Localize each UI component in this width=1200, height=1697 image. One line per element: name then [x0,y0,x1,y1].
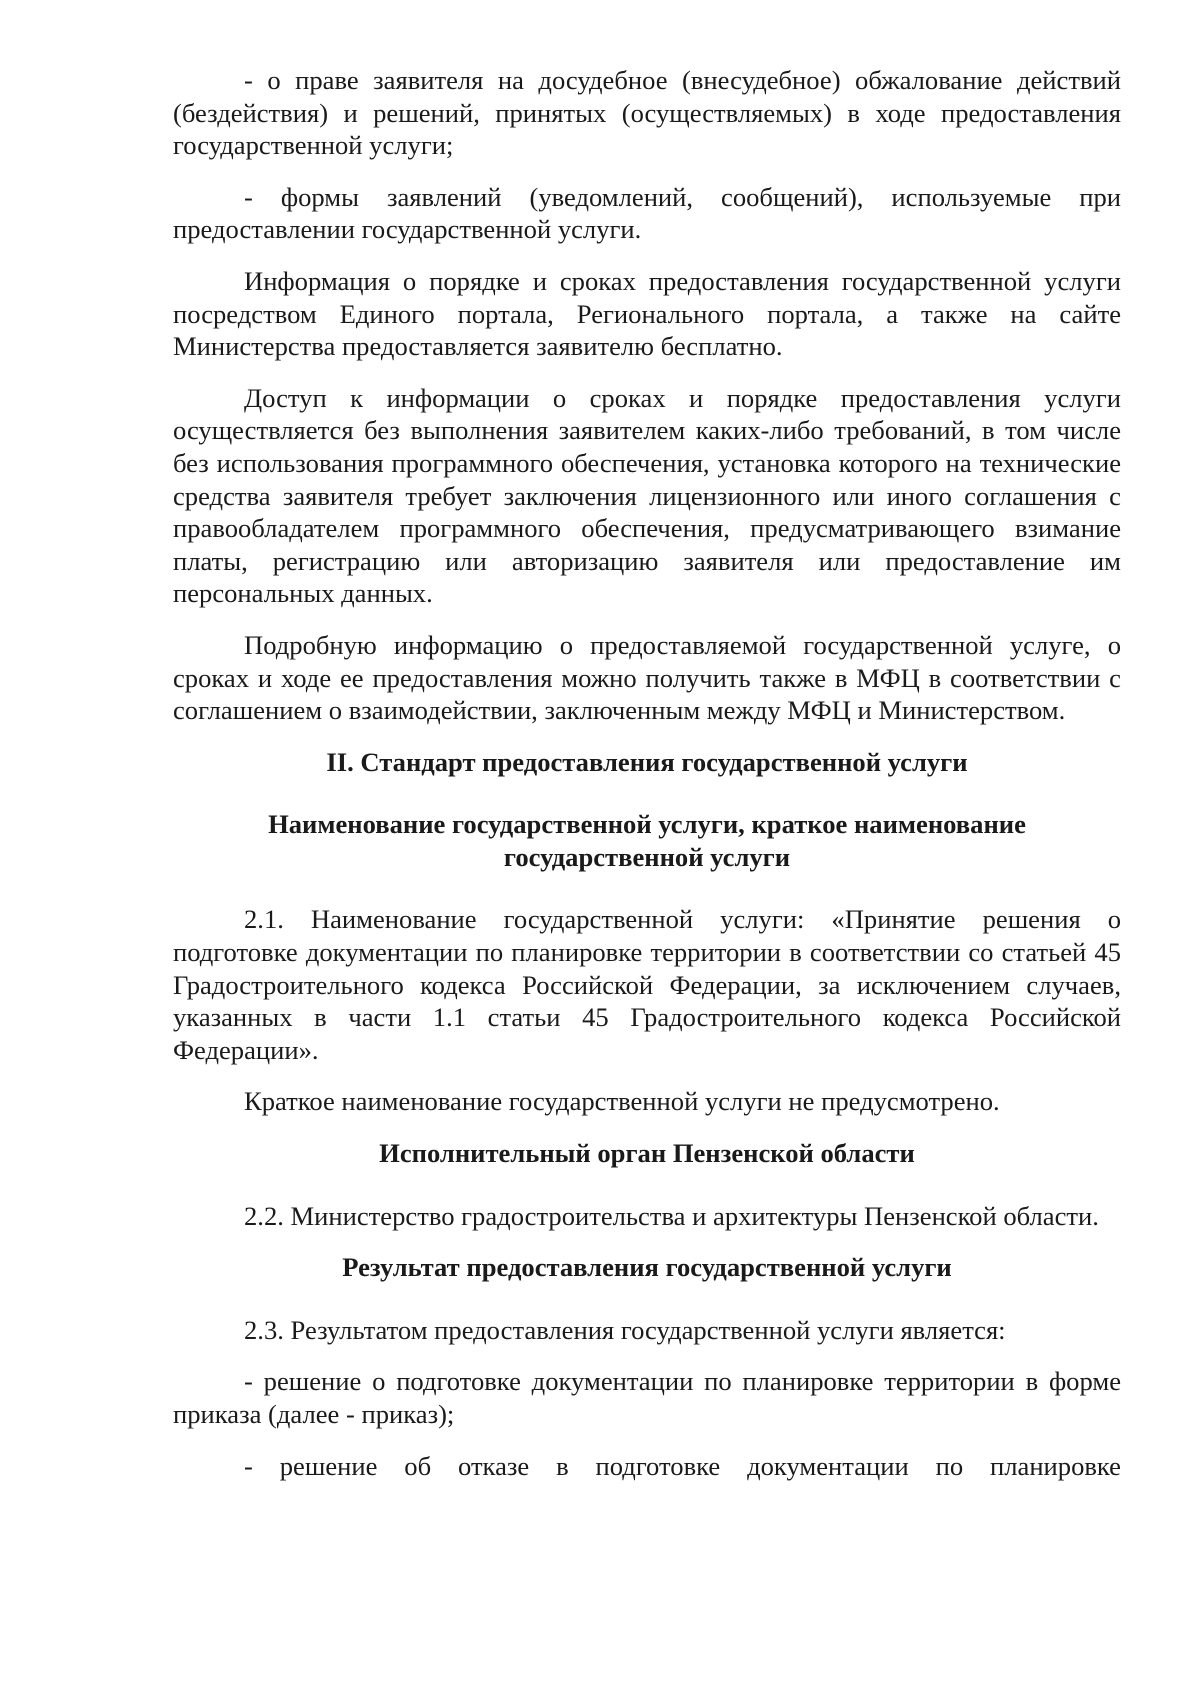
name-section-heading [173,808,1121,873]
paragraph-2-2: 2.2. Министерство градостроительства и архитектуры Пензенской области. [244,1200,1099,1231]
section-title: II. Стандарт предоставления государственной услуги [326,746,968,777]
paragraph-2-3: 2.3. Результатом предоставления государственной услуги является: [244,1314,1006,1345]
name-section-heading-line2: государственной услуги [503,841,791,872]
document-page [173,64,1121,1501]
paragraph-result-refusal: - решение об отказе в подготовке документации по планировке [244,1450,1121,1481]
paragraph-appeal-right: - о праве заявителя на досудебное (внесудебное) обжалование действий (бездействия) и решений, принятых (осуществляемых) в ходе предоставления государственной услуги; [173,65,1121,161]
paragraph-result-order: - решение о подготовке документации по планировке территории в форме приказа (далее - приказ); [173,1366,1121,1429]
organ-section-heading: Исполнительный орган Пензенской области [379,1138,915,1169]
paragraph-info-free: Информация о порядке и сроках предоставления государственной услуги посредством Единого портала, Регионального портала, а также на сайте Министерства предоставляется заявителю бесплатно. [173,265,1121,362]
paragraph-2-1: 2.1. Наименование государственной услуги: «Принятие решения о подготовке документации по планировке территории в соответствии со статьей 45 Градостроительного кодекса Российской Федерации, за исключением случаев, указанных в части 1.1 статьи 45 Градостроительного кодекса Российской Федерации». [173,904,1121,1065]
name-section-heading-line1: Наименование государственной услуги, краткое наименование [268,809,1026,840]
paragraph-mfc-info: Подробную информацию о предоставляемой государственной услуге, о сроках и ходе ее предоставления можно получить также в МФЦ в соответствии с соглашением о взаимодействии, заключенным между МФЦ и Министерством. [173,629,1121,726]
paragraph-short-name: Краткое наименование государственной услуги не предусмотрено. [244,1086,1000,1117]
paragraph-forms: - формы заявлений (уведомлений, сообщений), используемые при предоставлении государственной услуги. [173,181,1121,245]
paragraph-access-info: Доступ к информации о сроках и порядке предоставления услуги осуществляется без выполнения заявителем каких-либо требований, в том числе без использования программного обеспечения, установка которого на технические средства заявителя требует заключения лицензионного или иного соглашения с правообладателем программного обеспечения, предусматривающего взимание платы, регистрацию или авторизацию заявителя или предоставление им персональных данных. [173,382,1121,609]
result-section-heading: Результат предоставления государственной услуги [342,1252,952,1283]
